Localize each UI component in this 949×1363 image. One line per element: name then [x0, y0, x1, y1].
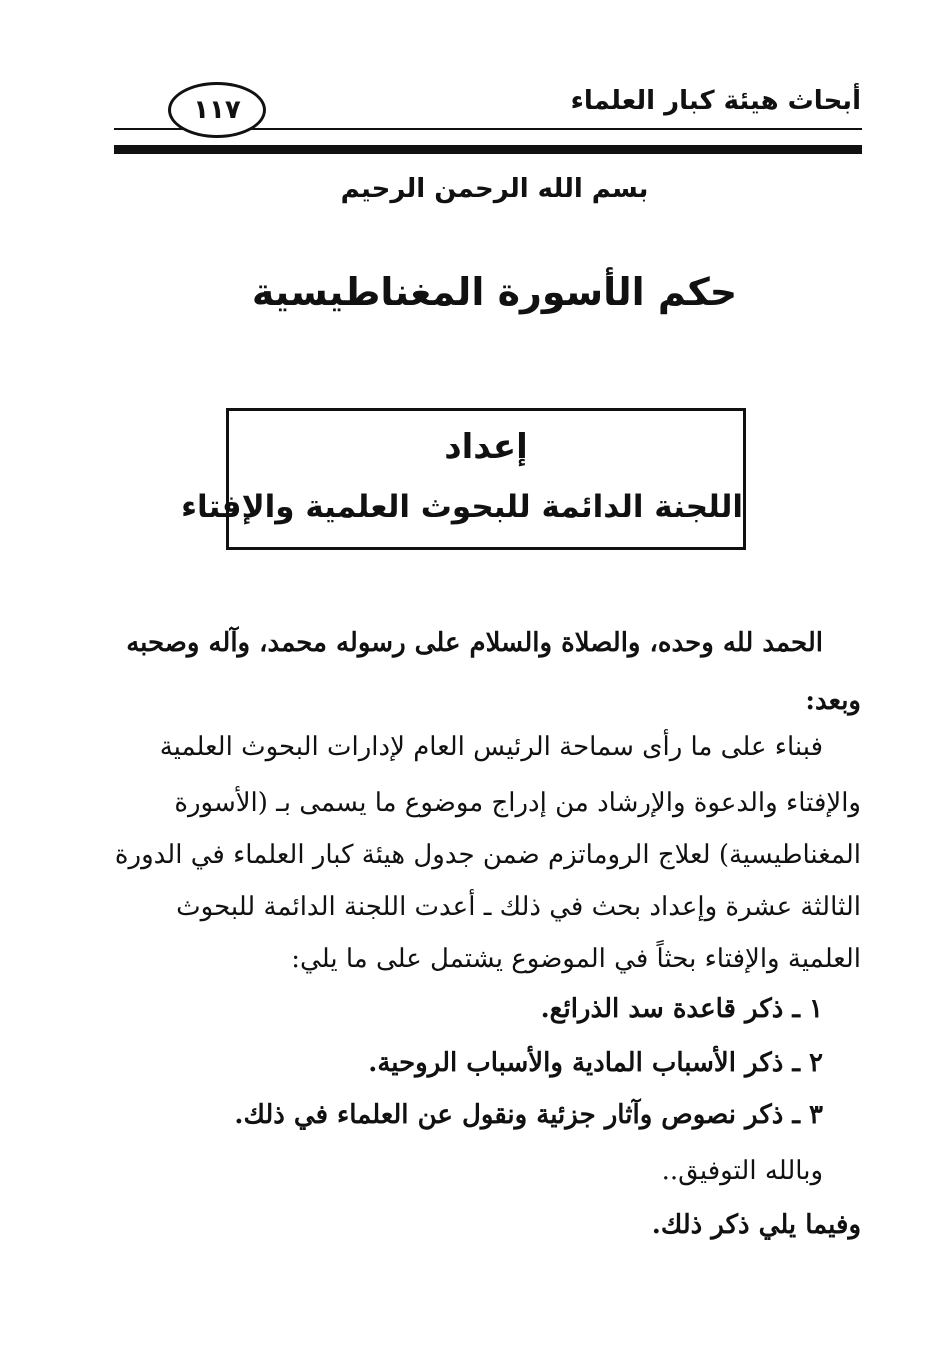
- body-line-1: الحمد لله وحده، والصلاة والسلام على رسوله محمد، وآله وصحبه: [126, 628, 823, 658]
- body-line-6: الثالثة عشرة وإعداد بحث في ذلك ـ أعدت اللجنة الدائمة للبحوث: [176, 892, 861, 922]
- closing-line: وبالله التوفيق..: [661, 1156, 823, 1186]
- page-number-oval: [168, 82, 266, 138]
- list-item-1: ١ ـ ذكر قاعدة سد الذرائع.: [540, 994, 823, 1024]
- body-line-2: وبعد:: [805, 686, 861, 716]
- page-number: ١١٧: [193, 95, 241, 125]
- body-line-5: المغناطيسية) لعلاج الروماتزم ضمن جدول هيئة كبار العلماء في الدورة: [114, 840, 861, 870]
- page-title: حكم الأسورة المغناطيسية: [251, 270, 738, 314]
- header-thick-rule: [114, 145, 862, 154]
- body-line-4: والإفتاء والدعوة والإرشاد من إدراج موضوع ما يسمى بـ (الأسورة: [174, 788, 861, 818]
- prepared-by-label: إعداد: [444, 427, 528, 467]
- basmala: بسم الله الرحمن الرحيم: [340, 174, 649, 204]
- running-head: أبحاث هيئة كبار العلماء: [570, 86, 861, 116]
- final-line: وفيما يلي ذكر ذلك.: [651, 1210, 861, 1240]
- list-item-3: ٣ ـ ذكر نصوص وآثار جزئية ونقول عن العلماء في ذلك.: [234, 1100, 823, 1130]
- committee-name: اللجنة الدائمة للبحوث العلمية والإفتاء: [181, 489, 743, 525]
- list-item-2: ٢ ـ ذكر الأسباب المادية والأسباب الروحية.: [368, 1048, 823, 1078]
- body-line-3: فبناء على ما رأى سماحة الرئيس العام لإدارات البحوث العلمية: [159, 732, 823, 762]
- body-line-7: العلمية والإفتاء بحثاً في الموضوع يشتمل على ما يلي:: [291, 944, 861, 974]
- prepared-by-box: [181, 408, 746, 550]
